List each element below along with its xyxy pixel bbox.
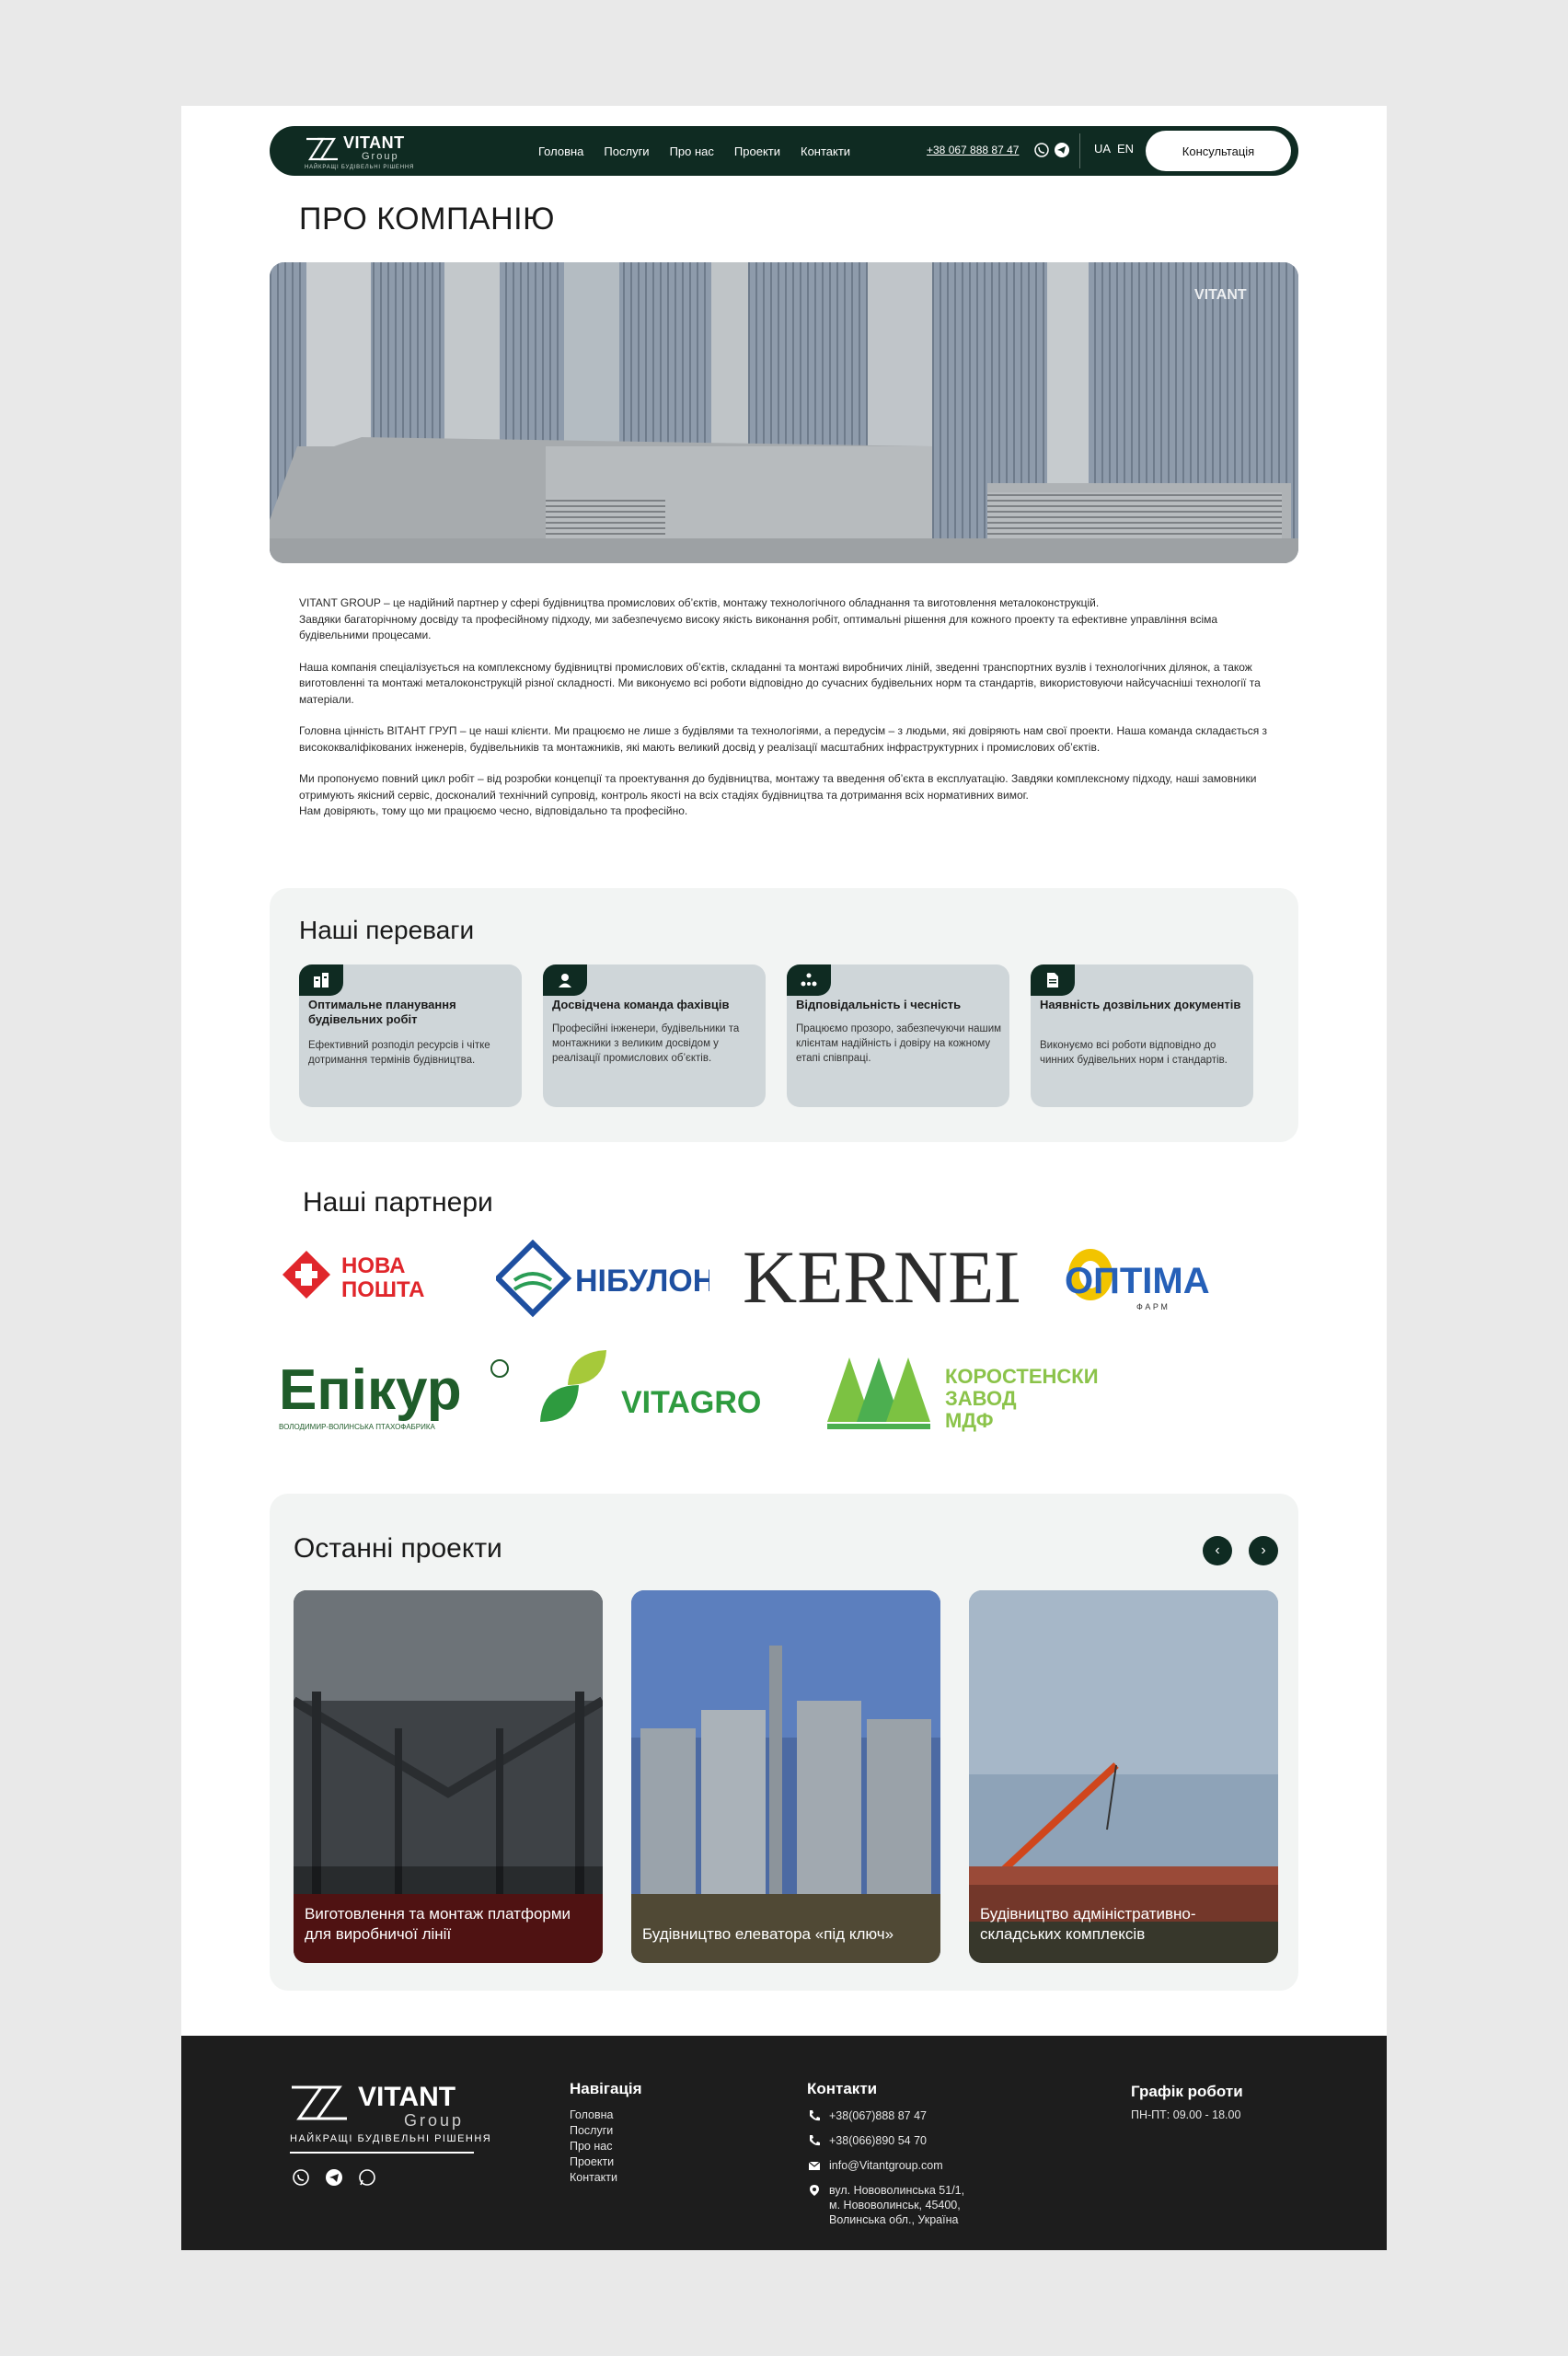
nibulon-word: НІБУЛОН bbox=[575, 1264, 709, 1299]
advantage-title: Досвідчена команда фахівців bbox=[552, 998, 730, 1011]
nav-services[interactable]: Послуги bbox=[604, 144, 650, 158]
footer bbox=[181, 2036, 1387, 2250]
team-icon bbox=[543, 964, 587, 996]
nav-projects[interactable]: Проекти bbox=[733, 144, 780, 158]
footer-nav-about[interactable]: Про нас bbox=[570, 2140, 613, 2153]
optima-sub: Ф А Р М bbox=[1136, 1302, 1168, 1311]
footer-hours: ПН-ПТ: 09.00 - 18.00 bbox=[1131, 2108, 1241, 2121]
project-image-elevator bbox=[631, 1590, 940, 1963]
advantage-title: Наявність дозвільних документів bbox=[1040, 998, 1241, 1011]
korosten-line1: КОРОСТЕНСКИЙ bbox=[945, 1365, 1098, 1388]
kernel-word: KERNEL bbox=[743, 1236, 1019, 1319]
advantage-text: Професійні інженери, будівельники та монтажники з великим досвідом у реалізації промислових об’єктів. bbox=[552, 1023, 740, 1064]
project-card[interactable] bbox=[294, 1590, 603, 1963]
advantages-section bbox=[270, 888, 1298, 1142]
project-title: Виготовлення та монтаж платформи для виробничої лінії bbox=[305, 1905, 571, 1943]
partner-logo-nova-poshta[interactable] bbox=[279, 1247, 454, 1306]
about-paragraph: Головна цінність ВІТАНТ ГРУП – це наші клієнти. Ми працюємо не лише з будівлями та технологіями, а передусім – з людьми, які довіряють нам свої проекти. Наша команда складається з висококваліфікованих інженерів, будівельників та монтажників, які мають великий досвід у реалізації масштабних інфраструктурних і промислових об’єктів. bbox=[299, 724, 1268, 754]
logo-mark-icon bbox=[305, 135, 341, 163]
advantage-text: Виконуємо всі роботи відповідно до чинних будівельних норм і стандартів. bbox=[1040, 1040, 1228, 1066]
footer-phone-1[interactable]: +38(067)888 87 47 bbox=[829, 2109, 927, 2122]
logo-sub: Group bbox=[362, 151, 399, 162]
vitagro-word: VITAGRO bbox=[621, 1385, 762, 1420]
footer-logo-sub: Group bbox=[404, 2111, 465, 2130]
projects-section bbox=[270, 1494, 1298, 1991]
project-title: Будівництво адміністративно-складських комплексів bbox=[980, 1905, 1196, 1943]
optima-word: ОПТІМА bbox=[1065, 1261, 1210, 1301]
about-text bbox=[299, 595, 1274, 836]
project-card[interactable] bbox=[969, 1590, 1278, 1963]
navbar bbox=[270, 126, 1298, 176]
partner-logo-optima[interactable] bbox=[1065, 1240, 1230, 1313]
footer-nav-projects[interactable]: Проекти bbox=[570, 2155, 615, 2168]
nav-home[interactable]: Головна bbox=[538, 144, 584, 158]
location-icon bbox=[808, 2184, 821, 2197]
projects-next-button[interactable]: › bbox=[1249, 1536, 1278, 1565]
advantage-card bbox=[1031, 964, 1253, 1107]
footer-whatsapp-icon[interactable] bbox=[358, 2168, 376, 2187]
nav-contacts[interactable]: Контакти bbox=[801, 144, 851, 158]
mail-icon bbox=[808, 2159, 821, 2172]
project-card[interactable] bbox=[631, 1590, 940, 1963]
advantage-text: Ефективний розподіл ресурсів і чітке дотримання термінів будівництва. bbox=[308, 1040, 490, 1066]
main-nav bbox=[538, 126, 850, 176]
footer-telegram-icon[interactable] bbox=[325, 2168, 343, 2187]
footer-email[interactable]: info@Vitantgroup.com bbox=[829, 2159, 943, 2172]
lang-en[interactable]: EN bbox=[1117, 142, 1135, 156]
lang-ua[interactable]: UA bbox=[1094, 142, 1112, 156]
advantage-text: Працюємо прозоро, забезпечуючи нашим клієнтам надійність і довіру на кожному етапі співпраці. bbox=[796, 1023, 1002, 1064]
advantage-title: Оптимальне планування будівельних робіт bbox=[308, 998, 456, 1026]
korosten-line3: МДФ bbox=[945, 1409, 994, 1432]
partners-title: Наші партнери bbox=[303, 1187, 493, 1218]
partner-logo-korosten-mdf[interactable] bbox=[822, 1348, 1098, 1440]
footer-nav-services[interactable]: Послуги bbox=[570, 2124, 614, 2137]
nova-poshta-line1: НОВА bbox=[341, 1253, 406, 1278]
footer-nav-list bbox=[570, 2108, 617, 2186]
partner-logo-kernel[interactable] bbox=[743, 1236, 1019, 1319]
footer-logo[interactable] bbox=[290, 2082, 492, 2165]
epikur-word: Епікур bbox=[279, 1358, 462, 1422]
hero-illustration bbox=[270, 262, 1298, 563]
footer-logo-underline bbox=[290, 2152, 474, 2154]
korosten-line2: ЗАВОД bbox=[945, 1387, 1017, 1410]
footer-viber-icon[interactable] bbox=[292, 2168, 310, 2187]
footer-address-line: м. Нововолинськ, 45400, bbox=[829, 2199, 961, 2212]
advantage-card bbox=[787, 964, 1009, 1107]
telegram-icon[interactable] bbox=[1054, 142, 1070, 158]
footer-logo-tagline: НАЙКРАЩІ БУДІВЕЛЬНІ РІШЕННЯ bbox=[290, 2133, 492, 2144]
footer-logo-mark-icon bbox=[290, 2082, 354, 2124]
footer-logo-name: VITANT bbox=[358, 2082, 456, 2112]
footer-phone-2[interactable]: +38(066)890 54 70 bbox=[829, 2134, 927, 2147]
footer-address-line: Волинська обл., Україна bbox=[829, 2213, 959, 2226]
projects-title: Останні проекти bbox=[294, 1533, 502, 1564]
buildings-icon bbox=[299, 964, 343, 996]
about-title: ПРО КОМПАНІЮ bbox=[299, 202, 555, 237]
projects-prev-button[interactable]: ‹ bbox=[1203, 1536, 1232, 1565]
header-phone-link[interactable]: +38 067 888 87 47 bbox=[927, 144, 1020, 156]
viber-icon[interactable] bbox=[1033, 142, 1050, 158]
footer-contacts-title: Контакти bbox=[807, 2080, 878, 2097]
partner-logo-vitagro[interactable] bbox=[538, 1348, 778, 1440]
logo-name: VITANT bbox=[343, 133, 405, 152]
partner-logo-epikur[interactable] bbox=[279, 1350, 518, 1442]
footer-hours-title: Графік роботи bbox=[1131, 2083, 1243, 2100]
footer-nav-contacts[interactable]: Контакти bbox=[570, 2171, 617, 2184]
footer-nav-home[interactable]: Головна bbox=[570, 2108, 614, 2121]
about-paragraph: VITANT GROUP – це надійний партнер у сфері будівництва промислових об’єктів, монтажу технологічного обладнання та виготовлення металоконструкцій. Завдяки багаторічному досвіду та професійному підходу, ми забезпечуємо високу якість виконання робіт, оптимальні рішення для кожного проекту та ефективне управління всіма будівельними процесами. bbox=[299, 596, 1218, 641]
footer-address-line: вул. Нововолинська 51/1, bbox=[829, 2184, 965, 2197]
consultation-button[interactable]: Консультація bbox=[1146, 131, 1291, 171]
nav-about[interactable]: Про нас bbox=[669, 144, 714, 158]
phone-icon bbox=[808, 2134, 821, 2147]
nav-divider bbox=[1079, 133, 1080, 168]
document-icon bbox=[1031, 964, 1075, 996]
about-hero-image bbox=[270, 262, 1298, 563]
advantages-title: Наші переваги bbox=[299, 916, 475, 944]
footer-nav-title: Навігація bbox=[570, 2080, 642, 2097]
about-paragraph: Ми пропонуємо повний цикл робіт – від розробки концепції та проектування до будівництва, монтажу та введення об’єкта в експлуатацію. Завдяки комплексному підходу, наші замовники отримують якісний сервіс, досконалий технічний супровід, контроль якості на всіх стадіях будівництва та дотримання всіх нормативних вимог. Нам довіряють, тому що ми працюємо чесно, відповідально та професійно. bbox=[299, 772, 1257, 817]
logo-tagline: НАЙКРАЩІ БУДІВЕЛЬНІ РІШЕННЯ bbox=[305, 165, 415, 170]
advantage-card bbox=[299, 964, 522, 1107]
partner-logo-nibulon[interactable] bbox=[496, 1240, 709, 1319]
advantage-card bbox=[543, 964, 766, 1107]
about-paragraph: Наша компанія спеціалізується на комплексному будівництві промислових об’єктів, складанні та монтажі виробничих ліній, зведенні транспортних вузлів і технологічних ділянок, а також виготовленні та монтажі металоконструкцій різної складності. Ми виконуємо всі роботи відповідно до сучасних будівельних норм та стандартів, використовуючи найсучасніші технології та матеріали. bbox=[299, 660, 1261, 706]
project-title: Будівництво елеватора «під ключ» bbox=[642, 1925, 894, 1943]
network-icon bbox=[787, 964, 831, 996]
footer-address bbox=[829, 2183, 964, 2227]
hero-watermark: VITANT bbox=[1194, 287, 1247, 303]
nova-poshta-line2: ПОШТА bbox=[341, 1277, 425, 1302]
epikur-sub: ВОЛОДИМИР-ВОЛИНСЬКА ПТАХОФАБРИКА bbox=[279, 1423, 435, 1431]
phone-icon bbox=[808, 2109, 821, 2122]
advantage-title: Відповідальність і чесність bbox=[796, 998, 962, 1011]
page bbox=[181, 106, 1387, 2250]
